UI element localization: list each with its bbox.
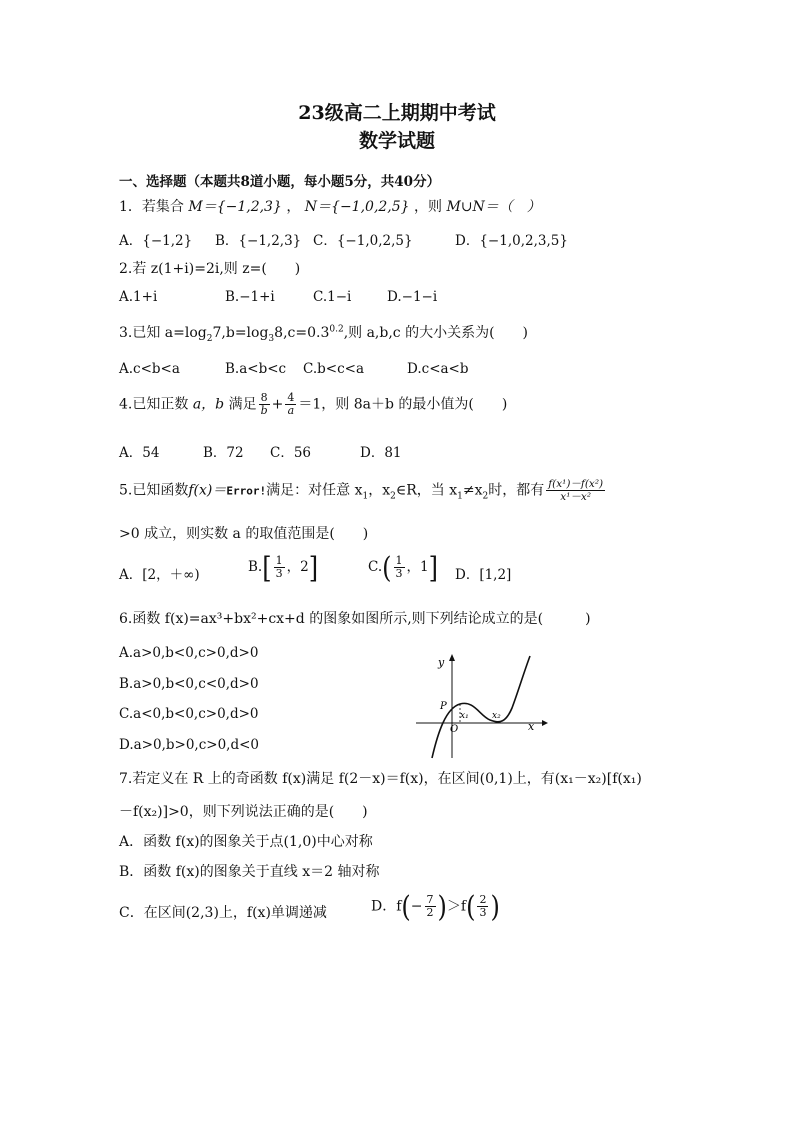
x2-label: x₂: [492, 711, 501, 721]
q5-stem-b: 满足：对任意 x: [266, 482, 363, 499]
q1-stem-b: ，则: [414, 199, 443, 215]
q1-stem-a: 1．若集合: [119, 199, 184, 215]
q3-option-d: D.c<a<b: [407, 361, 469, 377]
q2-option-b: B.−1+i: [225, 289, 275, 305]
question-6: 6.函数 f(x)=ax³+bx²+cx+d 的图象如图所示,则下列结论成立的是( ): [119, 611, 591, 627]
x-axis-arrow: [542, 720, 548, 726]
q4-option-a: A．54: [119, 445, 160, 461]
p-label: P: [440, 701, 447, 712]
q4-plus: +: [271, 396, 284, 413]
q4-fraction-2: $\frac{4}{a}$: [287, 391, 295, 417]
q1-set-n: N＝{−1,0,2,5}: [304, 199, 410, 215]
page-title: 23级高二上期期中考试: [298, 102, 496, 124]
q3-base-a: 2: [206, 333, 213, 344]
q7-option-d: D．f(− $\frac{7}{2}$ )＞f( $\frac{2}{3}$ ): [371, 889, 500, 924]
q4-option-c: C．56: [270, 445, 312, 461]
q7-option-b: B．函数 f(x)的图象关于直线 x＝2 轴对称: [119, 864, 380, 880]
q3-stem-a: 3.已知 a=log: [119, 325, 207, 341]
q3-option-b: B.a<b<c: [225, 361, 287, 377]
q4-option-d: D．81: [360, 445, 402, 461]
question-4: [119, 392, 507, 417]
q7-option-a: A．函数 f(x)的图象关于点(1,0)中心对称: [119, 834, 373, 850]
q1-union: M∪N＝（ ）: [446, 199, 541, 215]
section-header: 一、选择题（本题共8道小题，每小题5分，共40分）: [119, 174, 441, 190]
q3-base-b: 3: [268, 333, 275, 344]
question-5: 5.已知函数f(x)＝Error!满足：对任意 $x_1$，$x_2\in R$，当 $x_1\ne x_2$时，都有 $\frac{\text{f(x¹)－f(x²)}}{\text{x¹－x²}}$: [119, 478, 604, 503]
q5-option-d: D．[1,2]: [455, 567, 512, 583]
q2-option-c: C.1−i: [313, 289, 352, 305]
q5-stem-c: ，x: [368, 482, 391, 499]
q4-stem-b: 满足: [228, 396, 257, 413]
question-1: 1．若集合 M＝{−1,2,3} ， N＝{−1,0,2,5} ，则 M∪N＝（ ）: [119, 199, 541, 215]
q2-option-a: A.1+i: [119, 289, 158, 305]
x-label: x: [528, 720, 535, 733]
q3-arg-a: 7,b=log: [212, 325, 269, 341]
q5-error: Error!: [226, 484, 267, 498]
question-2: 2.若 z(1+i)=2i,则 z=( ): [119, 261, 301, 277]
q1-option-b: B．{−1,2,3}: [215, 233, 302, 249]
question-7-line-1: 7.若定义在 R 上的奇函数 f(x)满足 f(2－x)＝f(x)，在区间(0,1)上，有(x₁－x₂)[f(x₁): [119, 771, 642, 787]
question-3: [119, 322, 528, 344]
q5-option-a: A．[2，＋∞): [119, 567, 200, 583]
q1-option-d: D．{−1,0,2,3,5}: [455, 233, 568, 249]
x1-label: x₁: [460, 711, 469, 721]
q5-fraction: $\frac{\text{f(x¹)－f(x²)}}{\text{x¹－x²}}$: [548, 478, 604, 503]
y-label: y: [438, 656, 445, 669]
y-axis-arrow: [449, 654, 455, 661]
q5-line-2: >0 成立，则实数 a 的取值范围是( ): [119, 526, 369, 542]
q6-option-c: C.a<0,b<0,c>0,d>0: [119, 706, 259, 722]
q3-option-a: A.c<b<a: [119, 361, 180, 377]
q6-option-a: A.a>0,b<0,c>0,d>0: [119, 645, 259, 661]
q3-stem-b: ,则 a,b,c 的大小关系为( ): [343, 325, 529, 341]
q5-stem-d: ∈R，当 x: [395, 482, 458, 499]
q5-option-b: B.[ $\frac{1}{3}$ ，2]: [248, 550, 319, 585]
q5-option-c: C.( $\frac{1}{3}$ ，1]: [368, 550, 438, 585]
page-subtitle: 数学试题: [358, 130, 435, 152]
q4-fraction-1: $\frac{8}{b}$: [260, 391, 268, 417]
q6-option-b: B.a>0,b<0,c<0,d>0: [119, 676, 259, 692]
q1-set-m: M＝{−1,2,3}: [188, 199, 282, 215]
cubic-function-graph: [412, 652, 552, 760]
q1-option-a: A．{−1,2}: [119, 233, 193, 249]
q5-stem-f: 时，都有: [488, 482, 545, 499]
q4-eq: ＝1，则 8a＋b 的最小值为( ): [298, 396, 508, 413]
q3-exp-c: 0.2: [329, 324, 344, 335]
q5-stem-e: ≠x: [462, 482, 483, 499]
origin-label: O: [450, 724, 459, 735]
q4-option-b: B．72: [203, 445, 244, 461]
q6-option-d: D.a>0,b>0,c>0,d<0: [119, 737, 260, 753]
q4-stem-a: 4.已知正数: [119, 396, 189, 413]
q5-fx: f(x)＝: [188, 482, 227, 499]
q7-option-c: C．在区间(2,3)上，f(x)单调递减: [119, 905, 327, 921]
q3-option-c: C.b<c<a: [303, 361, 365, 377]
q3-arg-b: 8,c=0.3: [274, 325, 330, 341]
q1-option-c: C．{−1,0,2,5}: [313, 233, 413, 249]
q5-stem-a: 5.已知函数: [119, 482, 189, 499]
question-7-line-2: －f(x₂)]>0，则下列说法正确的是( ): [119, 804, 368, 820]
q4-vars: a，b: [192, 396, 225, 413]
q2-option-d: D.−1−i: [387, 289, 438, 305]
